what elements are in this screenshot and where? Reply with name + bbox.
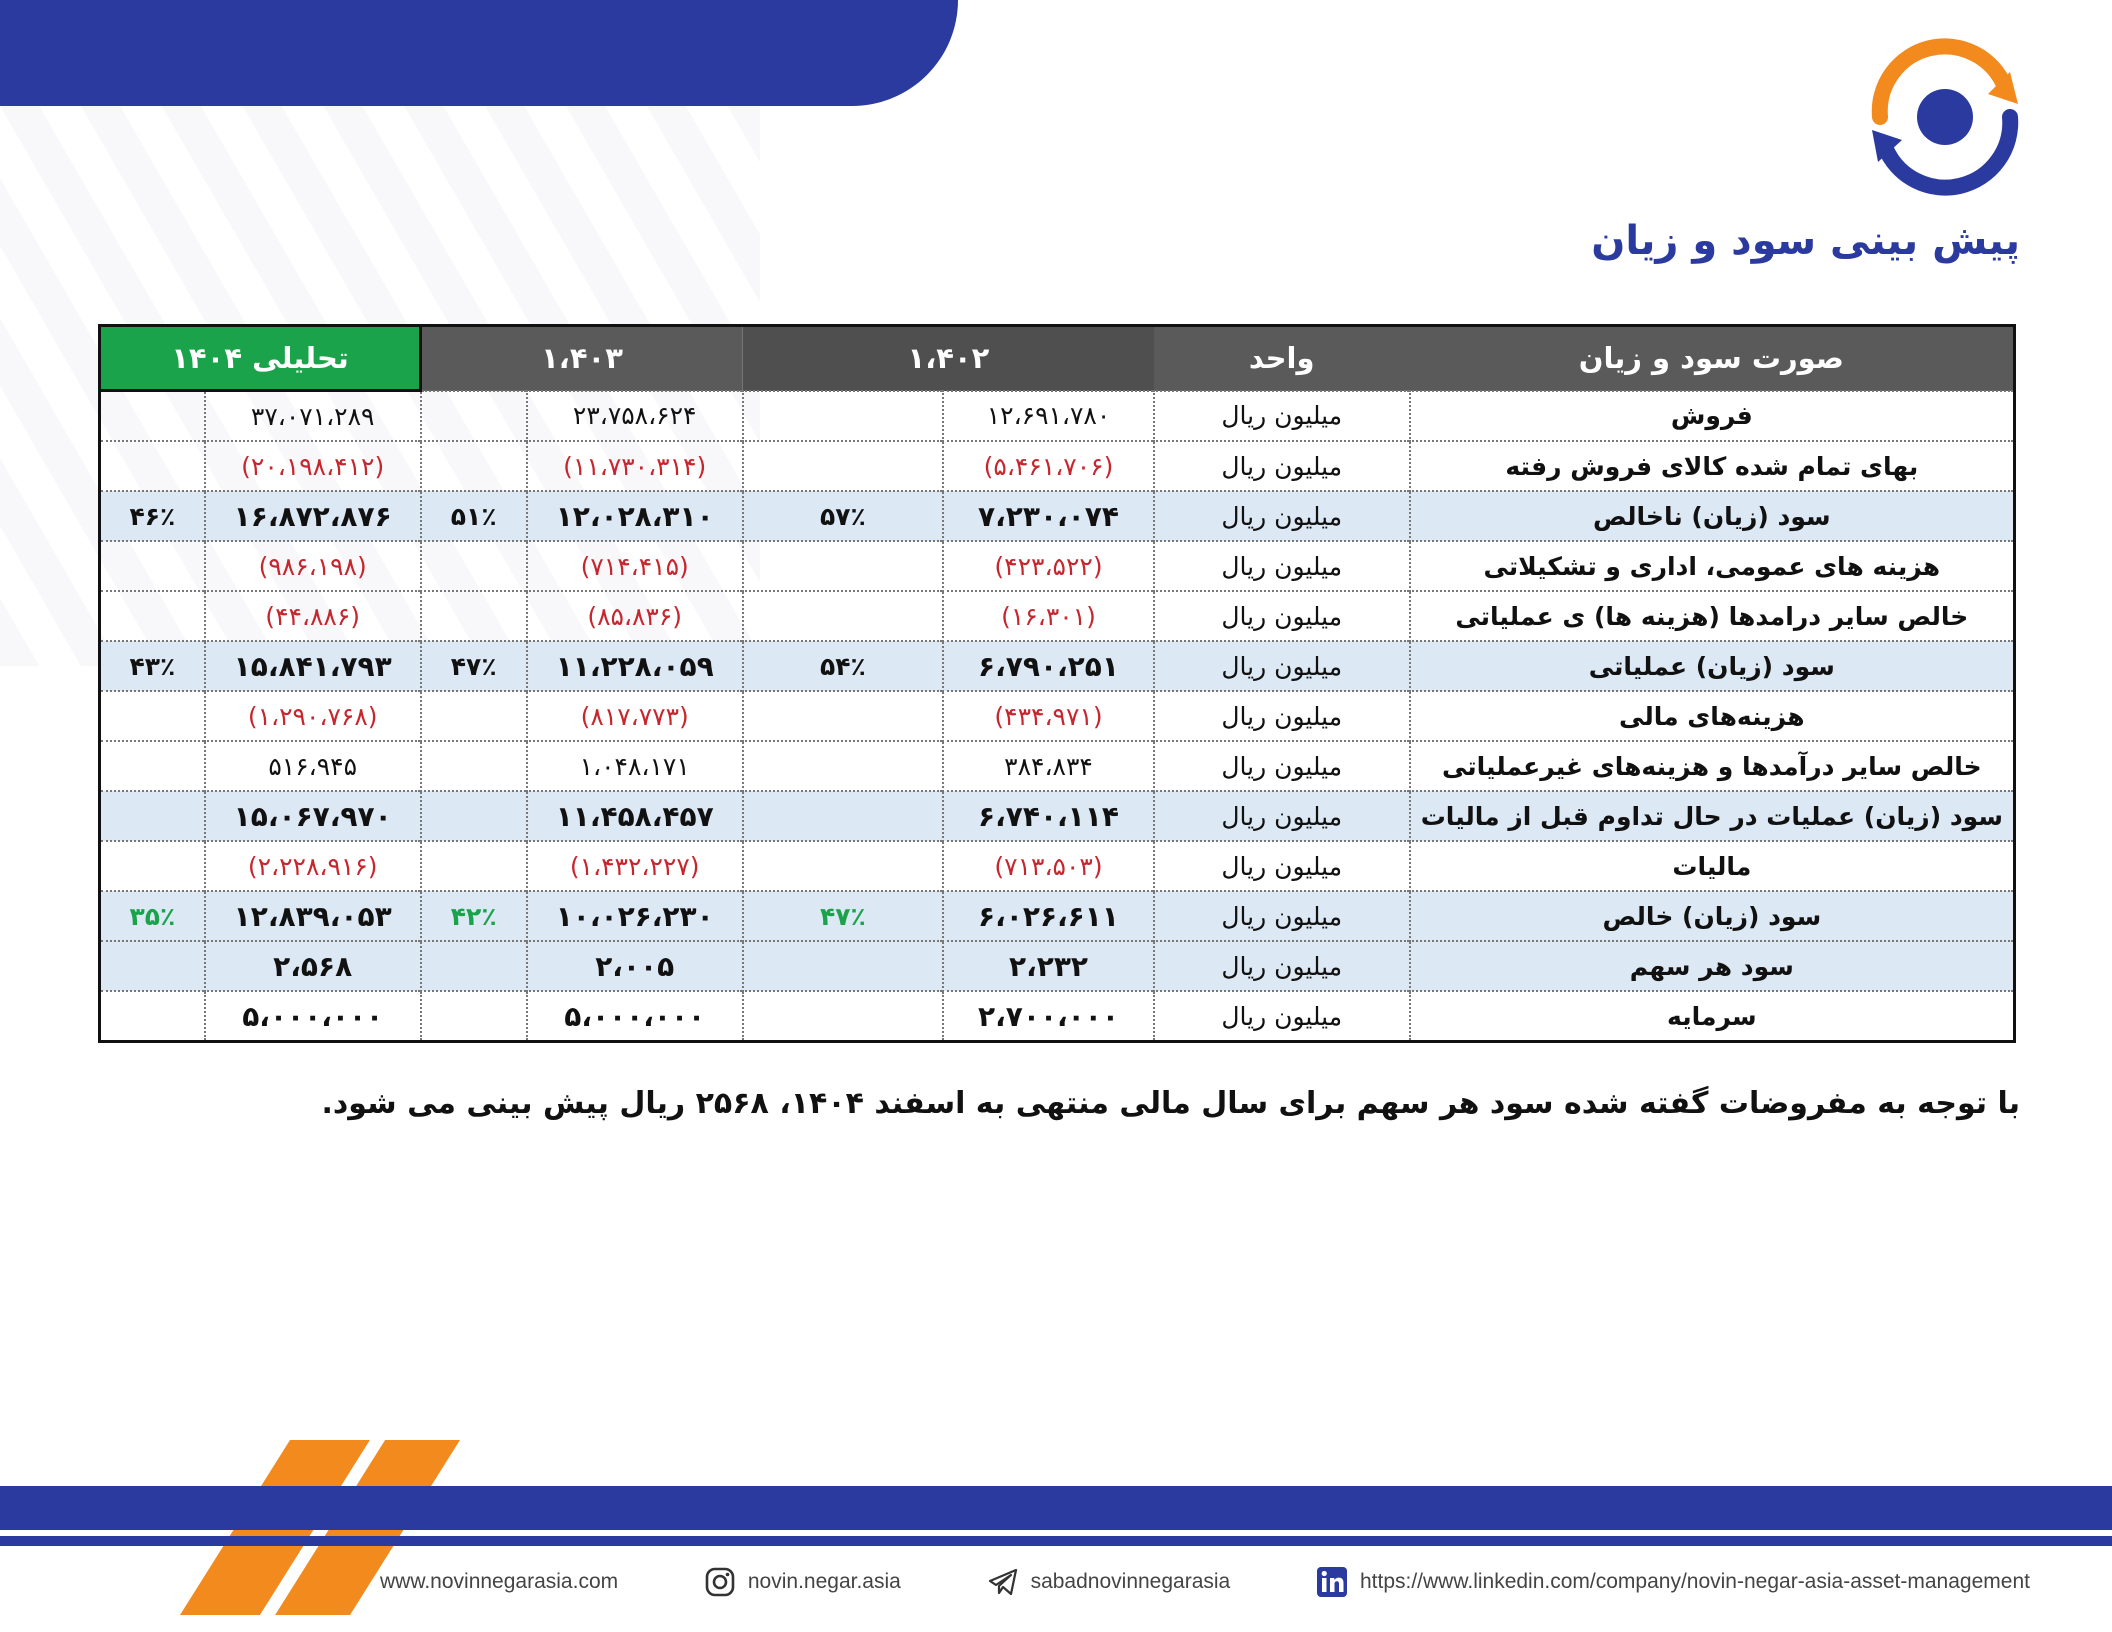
margin-1403 — [421, 391, 527, 442]
margin-1404 — [100, 591, 205, 641]
value-1403: ۵،۰۰۰،۰۰۰ — [527, 991, 743, 1042]
value-1402: (۱۶،۳۰۱) — [943, 591, 1154, 641]
table-body — [100, 391, 2015, 1042]
value-1402: (۷۱۳،۵۰۳) — [943, 841, 1154, 891]
linkedin-icon — [1316, 1566, 1348, 1598]
margin-1402 — [743, 391, 944, 442]
value-1404: (۴۴،۸۸۶) — [205, 591, 421, 641]
value-1404: ۱۵،۰۶۷،۹۷۰ — [205, 791, 421, 841]
value-1403: (۸۵،۸۳۶) — [527, 591, 743, 641]
margin-1402 — [743, 991, 944, 1042]
page-title: پیش بینی سود و زیان — [1591, 218, 2020, 264]
table-row — [100, 391, 2015, 442]
row-unit: میلیون ریال — [1154, 891, 1410, 941]
top-banner — [0, 0, 958, 106]
margin-1402 — [743, 741, 944, 791]
margin-1403: ۴۲٪ — [421, 891, 527, 941]
value-1403: ۱۱،۲۲۸،۰۵۹ — [527, 641, 743, 691]
margin-1402 — [743, 591, 944, 641]
row-label: بهای تمام شده کالای فروش رفته — [1410, 441, 2015, 491]
footer-links — [380, 1560, 2030, 1604]
row-label: سرمایه — [1410, 991, 2015, 1042]
header-unit: واحد — [1154, 326, 1410, 391]
margin-1404: ۴۳٪ — [100, 641, 205, 691]
row-label: خالص سایر درامدها (هزینه ها) ی عملیاتی — [1410, 591, 2015, 641]
margin-1404 — [100, 741, 205, 791]
table-row — [100, 591, 2015, 641]
row-label: سود (زیان) ناخالص — [1410, 491, 2015, 541]
table-row — [100, 441, 2015, 491]
margin-1404 — [100, 441, 205, 491]
value-1404: ۳۷،۰۷۱،۲۸۹ — [205, 391, 421, 442]
row-unit: میلیون ریال — [1154, 441, 1410, 491]
row-unit: میلیون ریال — [1154, 391, 1410, 442]
margin-1403 — [421, 791, 527, 841]
margin-1402: ۴۷٪ — [743, 891, 944, 941]
value-1404: ۱۶،۸۷۲،۸۷۶ — [205, 491, 421, 541]
value-1402: ۶،۰۲۶،۶۱۱ — [943, 891, 1154, 941]
instagram-text: novin.negar.asia — [747, 1570, 901, 1593]
value-1402: ۶،۷۴۰،۱۱۴ — [943, 791, 1154, 841]
margin-1404 — [100, 391, 205, 442]
margin-1403: ۵۱٪ — [421, 491, 527, 541]
margin-1403 — [421, 441, 527, 491]
value-1403: ۱۱،۴۵۸،۴۵۷ — [527, 791, 743, 841]
row-unit: میلیون ریال — [1154, 991, 1410, 1042]
margin-1402 — [743, 941, 944, 991]
value-1403: (۸۱۷،۷۷۳) — [527, 691, 743, 741]
row-label: فروش — [1410, 391, 2015, 442]
value-1402: ۳۸۴،۸۳۴ — [943, 741, 1154, 791]
value-1403: (۷۱۴،۴۱۵) — [527, 541, 743, 591]
value-1404: ۲،۵۶۸ — [205, 941, 421, 991]
margin-1404: ۳۵٪ — [100, 891, 205, 941]
value-1402: (۴۳۴،۹۷۱) — [943, 691, 1154, 741]
value-1403: ۲،۰۰۵ — [527, 941, 743, 991]
row-unit: میلیون ریال — [1154, 541, 1410, 591]
table-row — [100, 691, 2015, 741]
table-row — [100, 841, 2015, 891]
value-1403: (۱۱،۷۳۰،۳۱۴) — [527, 441, 743, 491]
value-1403: ۱،۰۴۸،۱۷۱ — [527, 741, 743, 791]
website-link[interactable] — [380, 1570, 618, 1594]
website-text: www.novinnegarasia.com — [380, 1570, 619, 1593]
value-1404: (۹۸۶،۱۹۸) — [205, 541, 421, 591]
row-label: سود (زیان) عملیاتی — [1410, 641, 2015, 691]
row-label: خالص سایر درآمدها و هزینه‌های غیرعملیاتی — [1410, 741, 2015, 791]
margin-1404: ۴۶٪ — [100, 491, 205, 541]
row-label: سود هر سهم — [1410, 941, 2015, 991]
value-1404: ۱۵،۸۴۱،۷۹۳ — [205, 641, 421, 691]
table-header-row — [100, 326, 2015, 391]
header-1402: ۱،۴۰۲ — [743, 326, 1154, 391]
margin-1402 — [743, 841, 944, 891]
margin-1403 — [421, 991, 527, 1042]
value-1402: ۲،۲۳۲ — [943, 941, 1154, 991]
table-row — [100, 541, 2015, 591]
value-1403: (۱،۴۳۲،۲۲۷) — [527, 841, 743, 891]
margin-1403 — [421, 541, 527, 591]
value-1404: ۵،۰۰۰،۰۰۰ — [205, 991, 421, 1042]
instagram-link[interactable] — [704, 1566, 901, 1598]
table-row — [100, 991, 2015, 1042]
telegram-icon — [987, 1566, 1019, 1598]
value-1403: ۱۰،۰۲۶،۲۳۰ — [527, 891, 743, 941]
margin-1404 — [100, 541, 205, 591]
value-1403: ۱۲،۰۲۸،۳۱۰ — [527, 491, 743, 541]
margin-1404 — [100, 941, 205, 991]
value-1402: (۴۲۳،۵۲۲) — [943, 541, 1154, 591]
table-row — [100, 741, 2015, 791]
value-1402: ۲،۷۰۰،۰۰۰ — [943, 991, 1154, 1042]
margin-1403 — [421, 591, 527, 641]
table-row — [100, 941, 2015, 991]
row-unit: میلیون ریال — [1154, 591, 1410, 641]
row-label: هزینه‌های مالی — [1410, 691, 2015, 741]
value-1402: ۷،۲۳۰،۰۷۴ — [943, 491, 1154, 541]
row-unit: میلیون ریال — [1154, 841, 1410, 891]
profit-loss-table — [98, 324, 2016, 1043]
telegram-text: sabadnovinnegarasia — [1030, 1570, 1231, 1593]
margin-1404 — [100, 791, 205, 841]
value-1404: (۲،۲۲۸،۹۱۶) — [205, 841, 421, 891]
margin-1403 — [421, 741, 527, 791]
value-1404: (۲۰،۱۹۸،۴۱۲) — [205, 441, 421, 491]
value-1404: (۱،۲۹۰،۷۶۸) — [205, 691, 421, 741]
value-1404: ۵۱۶،۹۴۵ — [205, 741, 421, 791]
header-1403: ۱،۴۰۳ — [421, 326, 743, 391]
header-statement: صورت سود و زیان — [1410, 326, 2015, 391]
row-label: مالیات — [1410, 841, 2015, 891]
forecast-note: با توجه به مفروضات گفته شده سود هر سهم برای سال مالی منتهی به اسفند ۱۴۰۴، ۲۵۶۸ ریال پیش بینی می شود. — [321, 1086, 2020, 1121]
table-row — [100, 641, 2015, 691]
margin-1402 — [743, 791, 944, 841]
margin-1404 — [100, 991, 205, 1042]
linkedin-text: https://www.linkedin.com/company/novin-negar-asia-asset-management — [1359, 1570, 2030, 1593]
value-1403: ۲۳،۷۵۸،۶۲۴ — [527, 391, 743, 442]
table-row — [100, 891, 2015, 941]
value-1404: ۱۲،۸۳۹،۰۵۳ — [205, 891, 421, 941]
margin-1402 — [743, 541, 944, 591]
value-1402: ۱۲،۶۹۱،۷۸۰ — [943, 391, 1154, 442]
row-label: سود (زیان) عملیات در حال تداوم قبل از مالیات — [1410, 791, 2015, 841]
margin-1403: ۴۷٪ — [421, 641, 527, 691]
row-unit: میلیون ریال — [1154, 741, 1410, 791]
table-row — [100, 791, 2015, 841]
row-unit: میلیون ریال — [1154, 791, 1410, 841]
row-label: سود (زیان) خالص — [1410, 891, 2015, 941]
row-unit: میلیون ریال — [1154, 491, 1410, 541]
margin-1403 — [421, 841, 527, 891]
table-row — [100, 491, 2015, 541]
margin-1402 — [743, 441, 944, 491]
value-1402: ۶،۷۹۰،۲۵۱ — [943, 641, 1154, 691]
instagram-icon — [704, 1566, 736, 1598]
header-1404: تحلیلی ۱۴۰۴ — [100, 326, 421, 391]
margin-1403 — [421, 691, 527, 741]
row-unit: میلیون ریال — [1154, 691, 1410, 741]
margin-1402: ۵۷٪ — [743, 491, 944, 541]
row-label: هزینه های عمومی، اداری و تشکیلاتی — [1410, 541, 2015, 591]
margin-1402 — [743, 691, 944, 741]
linkedin-link[interactable] — [1316, 1566, 2030, 1598]
telegram-link[interactable] — [987, 1566, 1231, 1598]
margin-1403 — [421, 941, 527, 991]
company-logo — [1860, 32, 2030, 202]
row-unit: میلیون ریال — [1154, 941, 1410, 991]
value-1402: (۵،۴۶۱،۷۰۶) — [943, 441, 1154, 491]
margin-1404 — [100, 841, 205, 891]
row-unit: میلیون ریال — [1154, 641, 1410, 691]
margin-1402: ۵۴٪ — [743, 641, 944, 691]
margin-1404 — [100, 691, 205, 741]
footer-stripes — [0, 1486, 2112, 1546]
